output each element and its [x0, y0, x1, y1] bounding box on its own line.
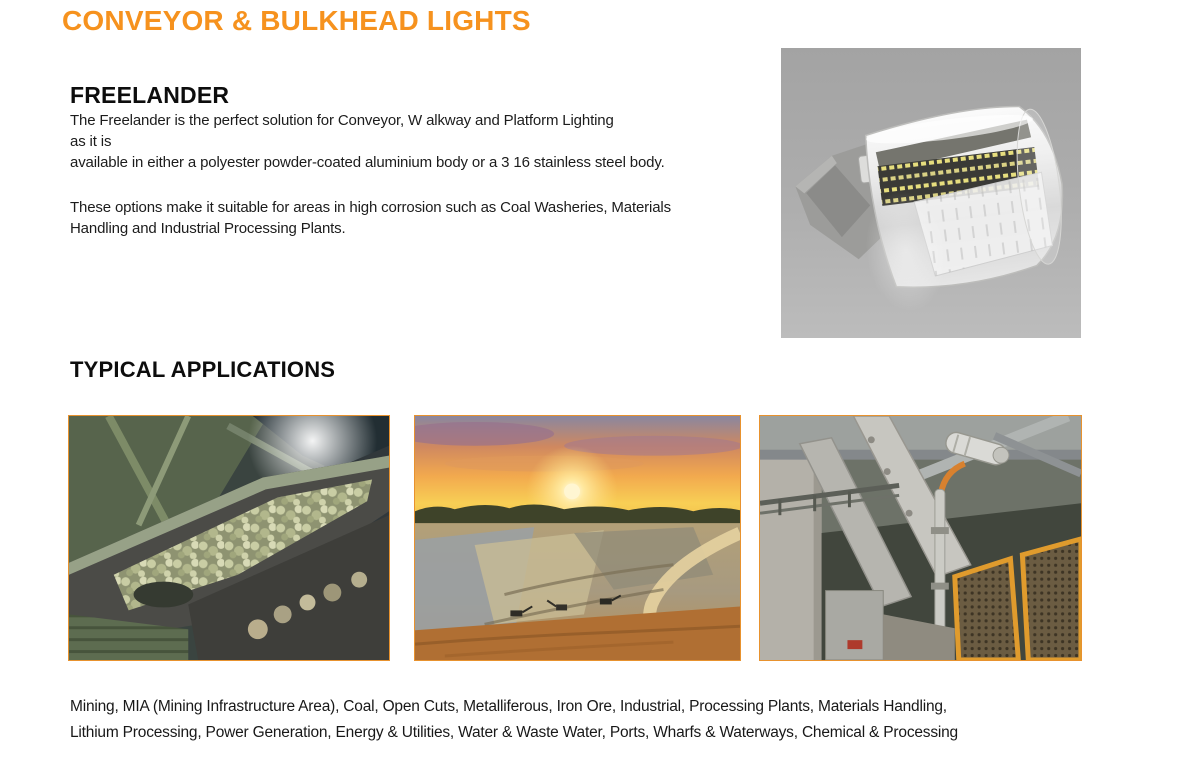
- applications-list: [70, 694, 958, 746]
- applications-list-line: Mining, MIA (Mining Infrastructure Area), Coal, Open Cuts, Metalliferous, Iron Ore, Industrial, Processing Plants, Materials Handling,: [70, 698, 947, 715]
- application-photo-open-cut-mine: [414, 415, 741, 661]
- product-description-line: available in either a polyester powder-coated aluminium body or a 3 16 stainless steel body.: [70, 154, 665, 171]
- conveyor-photo-illustration: [69, 416, 389, 660]
- product-suitability-paragraph: [70, 197, 671, 239]
- product-suitability-line: These options make it suitable for areas in high corrosion such as Coal Washeries, Materials: [70, 199, 671, 216]
- electrical-cabinet: [826, 591, 884, 660]
- application-photo-conveyor: [68, 415, 390, 661]
- application-photo-installed-light: [759, 415, 1082, 661]
- product-description-line: as it is: [70, 133, 112, 150]
- freelander-product-illustration: [781, 48, 1081, 338]
- applications-list-line: Lithium Processing, Power Generation, Energy & Utilities, Water & Waste Water, Ports, Wharfs & Waterways, Chemical & Processing: [70, 724, 958, 741]
- product-description-line: The Freelander is the perfect solution for Conveyor, W alkway and Platform Lighting: [70, 112, 614, 129]
- warning-label: [847, 640, 862, 649]
- page-title: CONVEYOR & BULKHEAD LIGHTS: [62, 5, 531, 36]
- installed-light-photo-illustration: [760, 416, 1081, 660]
- product-suitability-line: Handling and Industrial Processing Plants.: [70, 220, 346, 237]
- product-name-heading: FREELANDER: [70, 82, 230, 108]
- mine-photo-illustration: [415, 416, 740, 660]
- product-description-paragraph: [70, 110, 665, 173]
- applications-heading: TYPICAL APPLICATIONS: [70, 357, 336, 382]
- product-image: [781, 48, 1081, 338]
